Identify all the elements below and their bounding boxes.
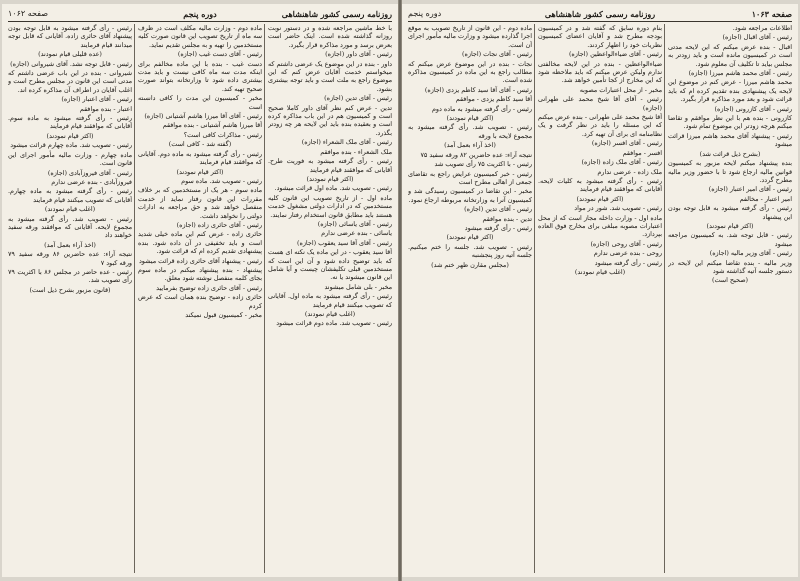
paragraph: رئیس - رأی گرفته میشود به کلیات لایحه. آقایانی که موافقند قیام فرمایند (538, 176, 662, 194)
right-header-title: روزنامه رسمی کشور شاهنشاهی (544, 9, 656, 19)
paragraph: آقا سید یعقوب - در این ماده یک نکته ای هست که باید توضیح داده شود و آن این است که مستخدمین قبلی تکلیفشان چیست و آیا شامل این قانون میشوند یا نه. (268, 248, 392, 282)
paragraph: مخبر - این تقاضا در کمیسیون رسیدگی شد و کمیسیون آنرا به وزارتخانه مربوطه ارجاع نمود. (408, 187, 532, 204)
paragraph: رئیس - پیشنهاد آقای حائری زاده قرائت میشود (138, 256, 262, 265)
paragraph: (اکثر قیام نمودند) (176, 167, 224, 176)
paragraph: وزیر مالیه - بنده تقاضا میکنم این لایحه در دستور جلسه آتیه گذاشته شود (668, 258, 792, 275)
paragraph: رئیس - عده حاضر در مجلس ۸۶ با اکثریت ۷۹ رأی تصویب شد. (8, 267, 132, 285)
paragraph: رئیس - آقای حائری زاده توضیح بفرمایید (156, 283, 262, 292)
paragraph: دست غیب - بنده با این ماده مخالفم برای اینکه مدت سه ماه کافی نیست و باید مدت بیشتری داده شود تا وزارتخانه بتواند صورت صحیح تهیه کند. (138, 59, 262, 93)
paragraph: (اغلب قیام نمودند) (44, 205, 96, 214)
paragraph: رئیس - تصویب شد. ماده سوم (181, 176, 262, 185)
paragraph: رئیس - تصویب شد. ماده چهارم قرائت میشود (10, 141, 132, 150)
paragraph: رئیس - تصویب شد. جلسه را ختم میکنیم. جلسه آتیه روز پنجشنبه (408, 242, 532, 260)
paragraph: افسر - موافقم (622, 148, 662, 157)
paragraph: رئیس - پیشنهاد آقای محمد هاشم میرزا قرائت میشود (668, 131, 792, 149)
paragraph: آقا شیخ محمد علی طهرانی - بنده عرض میکنم که این مسئله را باید در نظر گرفت و یک نظامنامه ای برای آن تهیه کرد. (538, 113, 662, 138)
paragraph: رئیس - رأی گرفته میشود به ماده اول. آقایانی که تصویب میکنند قیام فرمایند (268, 292, 392, 309)
paragraph: نجات - بنده در این موضوع عرض میکنم که مطالب راجع به این ماده در کمیسیون مذاکره شده است. (408, 59, 532, 85)
paragraph: (اکثر قیام نمودند) (706, 221, 754, 230)
paragraph: (اکثر قیام نمودند) (576, 194, 624, 203)
paragraph: رئیس - رأی گرفته میشود به ماده سوم. آقایانی که موافقند قیام فرمایند (8, 114, 132, 131)
paragraph: (اکثر قیام نمودند) (306, 174, 354, 183)
paragraph: رئیس - آقای ملک زاده (اجازه) (581, 158, 662, 167)
paragraph: با خط ماشین مراجعه شده و در دستور نوبت روزانه گذاشته شده است. اینک حاضر است بعرض برسد و مورد مذاکره قرار بگیرد. (268, 24, 392, 49)
right-header-session: دوره پنجم (408, 9, 442, 18)
paragraph: رئیس - آقای حائری زاده (اجازه) (176, 220, 262, 229)
paragraph: ماده دوم - وزارت مالیه مکلف است در ظرف سه ماه از تاریخ تصویب این قانون صورت کلیه مستخدمین را تهیه و به مجلس تقدیم نماید. (138, 24, 262, 49)
right-column-1 (668, 24, 792, 573)
paragraph: آقا سید کاظم یزدی - موافقم (455, 95, 532, 104)
paragraph: (اخذ آراء بعمل آمد) (44, 240, 96, 249)
paragraph: (اغلب قیام نمودند) (304, 310, 356, 318)
left-column-1 (268, 24, 392, 573)
paragraph: رئیس - آقای آقا سید کاظم یزدی (اجازه) (424, 85, 532, 94)
right-header-page-number: صفحه ۱۰۶۳ (751, 9, 792, 19)
paragraph: رئیس - رأی گرفته میشود (594, 258, 662, 267)
left-page (2, 4, 398, 577)
paragraph: (اغلب قیام نمودند) (574, 267, 626, 276)
paragraph: رئیس - تصویب شد. شور در مواد (574, 204, 662, 213)
paragraph: محمد هاشم میرزا - عرض کنم در موضوع این لایحه یک پیشنهادی بنده تقدیم کرده ام که باید قرائت شود و بعد مورد مذاکره قرار بگیرد. (668, 78, 792, 104)
paragraph: مخبر - از محل اعتبارات مصوبه (579, 85, 662, 94)
paragraph: رئیس - آقای آقا شیخ محمد علی طهرانی (اجازه) (538, 95, 662, 112)
paragraph: (صحیح است) (711, 276, 749, 285)
paragraph: رئیس - آقای اعتبار (اجازه) (61, 95, 132, 104)
right-page-columns (408, 24, 792, 573)
paragraph: رئیس - با اکثریت ۷۵ رأی تصویب شد (434, 160, 532, 169)
paragraph: رئیس - رأی گرفته میشود (464, 223, 532, 232)
paragraph: رئیس - رأی گرفته میشود به فوریت طرح. آقایانی که موافقند قیام فرمایند (268, 157, 392, 174)
paragraph: مخبر - کمیسیون قبول نمیکند (185, 311, 262, 319)
paragraph: (عده قلیلی قیام نمودند) (38, 50, 102, 59)
paragraph: رئیس - آقای روحی (اجازه) (590, 239, 662, 248)
paragraph: رئیس - رأی گرفته میشود به قابل توجه بودن پیشنهاد آقای حائری زاده. آقایانی که قابل توجه میدانند قیام فرمایند (8, 24, 132, 49)
paragraph: مخبر - بلی شامل میشوند (324, 282, 392, 291)
paragraph: رئیس - آقای اقبال (اجازه) (722, 33, 792, 42)
paragraph: روحی - بنده عرضی ندارم (593, 249, 662, 258)
paragraph: مخبر - کمیسیون این مدت را کافی دانسته است (138, 94, 262, 111)
paragraph: اعتبار - بنده موافقم (79, 104, 132, 113)
paragraph: داور - بنده در این موضوع یک عرضی داشتم که میخواستم خدمت آقایان عرض کنم که این موضوع راجع به ملت است و باید توجه بیشتری بشود. (268, 59, 392, 93)
paragraph: رئیس - آقای دست غیب (اجازه) (177, 50, 262, 59)
paragraph: اطلاعات مراجعه شود. (732, 24, 792, 32)
paragraph: رئیس - قابل توجه نشد. آقای شیروانی (اجازه) (10, 59, 132, 68)
left-header-page-number: صفحه ۱۰۶۲ (8, 9, 49, 18)
left-header-title: روزنامه رسمی کشور شاهنشاهی (281, 9, 392, 19)
right-column-2 (538, 24, 662, 573)
left-page-columns (8, 24, 392, 573)
paragraph: یاسائی - بنده عرضی ندارم (321, 229, 392, 238)
paragraph: امیر اعتبار - مخالفم (739, 194, 792, 203)
paragraph: رئیس - تصویب شد. رأی گرفته میشود به مجموع لایحه. آقایانی که موافقند ورقه سفید خواهند داد (8, 214, 132, 240)
paragraph: رئیس - آقای محمد هاشم میرزا (اجازه) (688, 69, 792, 78)
paragraph: (اکثر قیام نمودند) (46, 131, 94, 140)
left-column-rule-1 (264, 24, 265, 573)
paragraph: (اکثر قیام نمودند) (446, 233, 494, 242)
paragraph: تدین - عرض کنم نظر آقای داور کاملا صحیح است و کمیسیون هم در این باب مذاکره کرده است و بعقیده بنده باید این لایحه هر چه زودتر بگذرد. (268, 103, 392, 137)
paragraph: اقبال - بنده عرض میکنم که این لایحه مدتی است در کمیسیون مانده است و باید زودتر به مجلس بیاید تا تکلیف آن معلوم شود. (668, 42, 792, 68)
left-header-session: دوره پنجم (183, 9, 217, 19)
paragraph: ضیاءالواعظین - بنده در این لایحه مخالفتی ندارم ولیکن عرض میکنم که باید ملاحظه شود که این مخارج از کجا تأمین خواهد شد. (538, 59, 662, 85)
paragraph: رئیس - مذاکرات کافی است؟ (183, 130, 262, 139)
paragraph: رئیس - آقای نجات (اجازه) (462, 50, 532, 59)
paragraph: رئیس - آقای آقا سید یعقوب (اجازه) (297, 238, 392, 247)
paragraph: نتیجه آراء: عده حاضرین ۸۲ ورقه سفید ۷۵ (420, 150, 532, 159)
paragraph: ملک الشعراء - بنده موافقم (320, 147, 392, 156)
paragraph: رئیس - آقای ضیاءالواعظین (اجازه) (568, 50, 662, 59)
paragraph: بنام دوره سابق که گفته شد و در کمیسیون بودجه مطرح شد و آقایان اعضای کمیسیون نظریات خود را اظهار کردند. (538, 24, 662, 49)
right-column-rule-2 (534, 24, 535, 573)
paragraph: (مجلس مقارن ظهر ختم شد) (431, 260, 509, 269)
paragraph: (اخذ آراء بعمل آمد) (444, 141, 496, 150)
paragraph: حائری زاده - توضیح بنده همان است که عرض کردم (138, 293, 262, 310)
paragraph: ماده چهارم - وزارت مالیه مأمور اجرای این قانون است. (8, 150, 132, 168)
left-column-3 (8, 24, 132, 573)
paragraph: رئیس - رأی گرفته میشود به ماده دوم. آقایانی که موافقند قیام فرمایند (138, 149, 262, 167)
paragraph: نتیجه آراء: عده حاضرین ۸۶ ورقه سفید ۷۹ ورقه کبود ۷ (8, 250, 132, 267)
paragraph: کازرونی - بنده هم با این نظر موافقم و تقاضا میکنم هرچه زودتر این موضوع تمام شود. (668, 114, 792, 131)
left-page-header (8, 7, 392, 22)
paragraph: رئیس - آقای یاسائی (اجازه) (317, 219, 392, 228)
paragraph: رئیس - رأی گرفته میشود به ماده چهارم. آقایانی که تصویب میکنند قیام فرمایند (8, 187, 132, 204)
paragraph: حائری زاده - عرض کنم این ماده خیلی شدید است و باید تخفیفی در آن داده شود. بنده پیشنهادی تقدیم کرده ام که قرائت شود. (138, 230, 262, 256)
left-column-2 (138, 24, 262, 573)
paragraph: شیروانی - بنده در این باب عرضی داشتم که مدتی است این قانون در مجلس مطرح است و اغلب آقایان در اطراف آن مذاکره کرده اند. (8, 69, 132, 94)
paragraph: رئیس - آقای امیر اعتبار (اجازه) (708, 185, 792, 194)
paragraph: رئیس - قابل توجه شد. به کمیسیون مراجعه میشود (668, 231, 792, 248)
paragraph: رئیس - آقای داور (اجازه) (325, 50, 392, 59)
paragraph: رئیس - آقای تدین (اجازه) (464, 205, 532, 214)
paragraph: رئیس - آقای فیروزآبادی (اجازه) (47, 168, 132, 177)
right-column-rule-1 (664, 24, 665, 573)
left-column-rule-2 (134, 24, 135, 573)
paragraph: بنده پیشنهاد میکنم لایحه مزبور به کمیسیون قوانین مالیه ارجاع شود تا با حضور وزیر مالیه مطرح گردد. (668, 159, 792, 184)
paragraph: ماده دوم - این قانون از تاریخ تصویب به موقع اجرا گذارده میشود و وزارت مالیه مأمور اجرای آن است. (408, 24, 532, 49)
paragraph: ماده اول - وزارت داخله مجاز است که از محل اعتبارات مصوبه مبلغی برای مخارج فوق العاده بپردازد. (538, 213, 662, 239)
paragraph: ماده اول - از تاریخ تصویب این قانون کلیه مستخدمین که در ادارات دولتی مشغول خدمت هستند باید مطابق قانون استخدام رفتار نمایند. (268, 193, 392, 219)
right-column-3 (408, 24, 532, 573)
paragraph: ماده سوم - هر یک از مستخدمین که بر خلاف مقررات این قانون رفتار نماید از خدمت منفصل خواهد شد و حق مراجعه به ادارات دولتی را نخواهد داشت. (138, 186, 262, 220)
paragraph: رئیس - آقای آقا میرزا هاشم آشتیانی (اجازه) (144, 112, 262, 121)
paragraph: رئیس - تصویب شد. رأی گرفته میشود به مجموع لایحه با ورقه (408, 123, 532, 140)
paragraph: تدین - بنده موافقم (482, 214, 532, 223)
paragraph: (گفته شد - کافی است) (168, 140, 232, 149)
right-page-header (408, 7, 792, 22)
paragraph: رئیس - آقای افسر (اجازه) (591, 139, 662, 148)
paragraph: رئیس - رأی گرفته میشود به ماده دوم (431, 104, 532, 113)
right-page (402, 4, 798, 577)
paragraph: (بشرح ذیل قرائت شد) (699, 149, 761, 158)
paragraph: (اکثر قیام نمودند) (446, 114, 494, 123)
paragraph: رئیس - رأی گرفته میشود به قابل توجه بودن این پیشنهاد (668, 204, 792, 221)
paragraph: (قانون مزبور بشرح ذیل است) (29, 285, 111, 294)
paragraph: رئیس - آقای ملک الشعراء (اجازه) (301, 138, 392, 147)
paragraph: رئیس - تصویب شد. ماده دوم قرائت میشود (276, 319, 392, 328)
paragraph: رئیس - آقای وزیر مالیه (اجازه) (709, 249, 792, 258)
paragraph: رئیس - آقای تدین (اجازه) (324, 94, 392, 103)
paragraph: رئیس - آقای کازرونی (اجازه) (714, 104, 792, 113)
paragraph: رئیس - خبر کمیسیون عرایض راجع به تقاضای جمعی از اهالی مطرح است (408, 169, 532, 186)
paragraph: رئیس - تصویب شد. ماده اول قرائت میشود. (274, 184, 392, 193)
paragraph: ملک زاده - عرضی ندارم (597, 167, 662, 176)
paragraph: پیشنهاد - بنده پیشنهاد میکنم در ماده سوم بجای کلمه منفصل نوشته شود معلق. (138, 265, 262, 283)
paragraph: فیروزآبادی - بنده عرضی ندارم (51, 177, 132, 186)
paragraph: آقا میرزا هاشم آشتیانی - بنده موافقم (162, 121, 262, 130)
